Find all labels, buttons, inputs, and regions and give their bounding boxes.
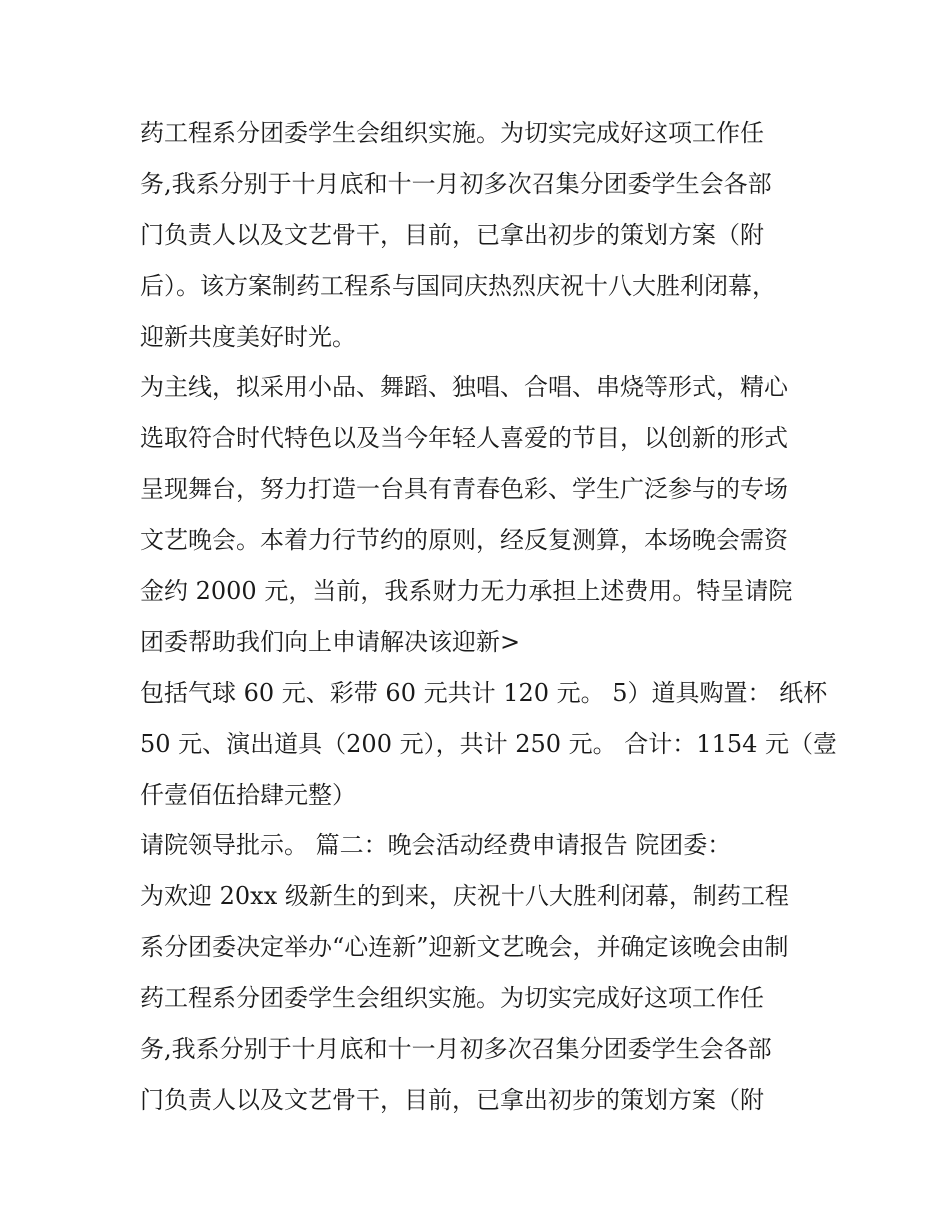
text-line: 务,我系分别于十月底和十一月初多次召集分团委学生会各部 [140, 169, 772, 198]
text-line: 为主线，拟采用小品、舞蹈、独唱、合唱、串烧等形式，精心 [140, 373, 788, 402]
text-line: 团委帮助我们向上申请解决该迎新> [140, 627, 521, 656]
text-line: 为欢迎 20xx 级新生的到来，庆祝十八大胜利闭幕，制药工程 [140, 882, 789, 911]
text-line: 文艺晚会。本着力行节约的原则，经反复测算，本场晚会需资 [140, 526, 788, 555]
text-line: 系分团委决定举办“心连新”迎新文艺晚会，并确定该晚会由制 [140, 933, 789, 962]
text-line: 50 元、演出道具（200 元），共计 250 元。 合计：1154 元（壹 [140, 729, 838, 758]
text-line: 请院领导批示。 篇二：晚会活动经费申请报告 院团委： [140, 831, 732, 860]
text-line: 迎新共度美好时光。 [140, 322, 356, 351]
text-line: 药工程系分团委学生会组织实施。为切实完成好这项工作任 [140, 984, 764, 1013]
text-line: 后）。该方案制药工程系与国同庆热烈庆祝十八大胜利闭幕， [140, 271, 776, 300]
text-line: 包括气球 60 元、彩带 60 元共计 120 元。 5）道具购置： 纸杯 [140, 678, 828, 707]
body-text [140, 108, 838, 1126]
text-line: 务,我系分别于十月底和十一月初多次召集分团委学生会各部 [140, 1035, 772, 1064]
text-line: 仟壹佰伍拾肆元整） [140, 780, 356, 809]
text-line: 选取符合时代特色以及当今年轻人喜爱的节目，以创新的形式 [140, 424, 788, 453]
text-line: 门负责人以及文艺骨干，目前，已拿出初步的策划方案（附 [140, 220, 764, 249]
text-line: 呈现舞台，努力打造一台具有青春色彩、学生广泛参与的专场 [140, 475, 788, 504]
text-line: 门负责人以及文艺骨干，目前，已拿出初步的策划方案（附 [140, 1085, 764, 1114]
text-line: 金约 2000 元，当前，我系财力无力承担上述费用。特呈请院 [140, 577, 793, 606]
text-line: 药工程系分团委学生会组织实施。为切实完成好这项工作任 [140, 119, 764, 147]
